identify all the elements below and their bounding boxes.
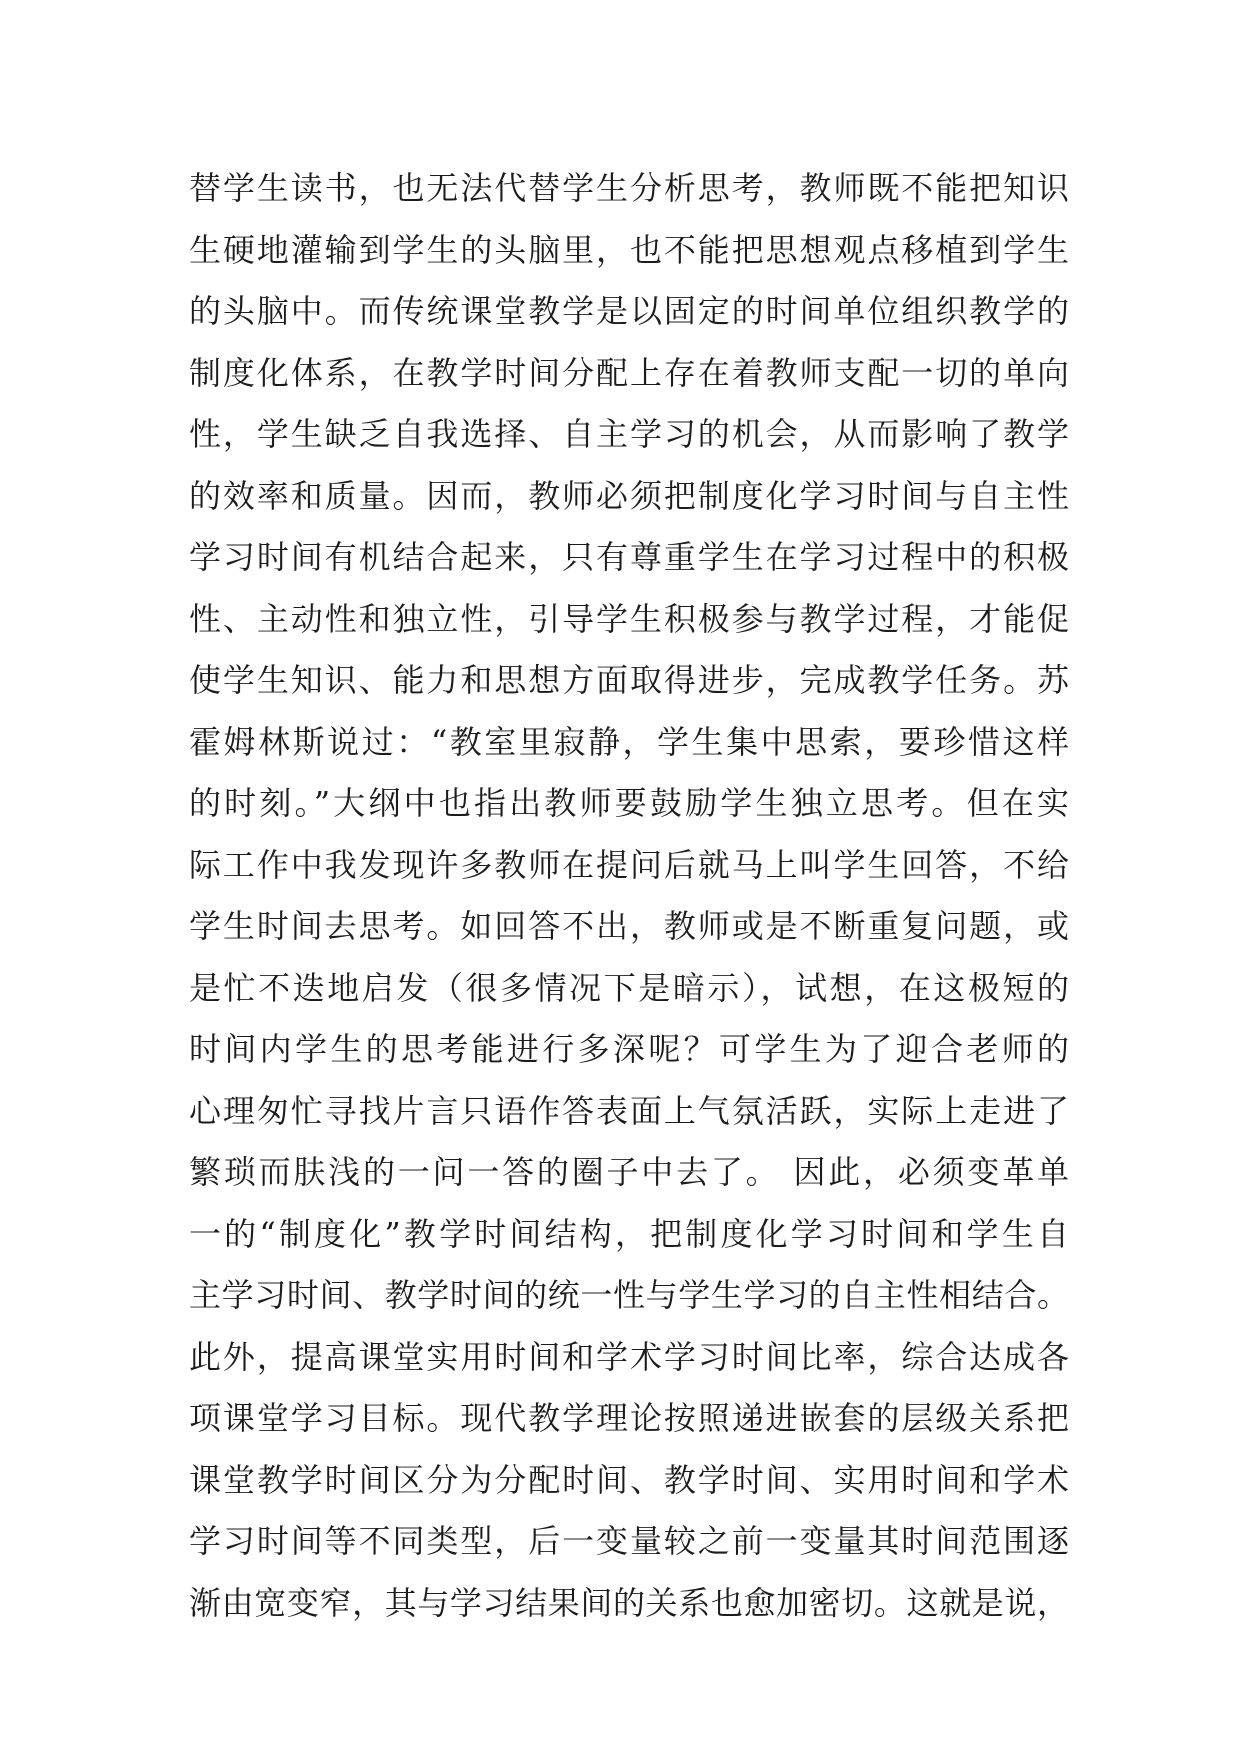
text-line: 时间内学生的思考能进行多深呢？可学生为了迎合老师的	[189, 1030, 1069, 1068]
text-line: 学生时间去思考。如回答不出，教师或是不断重复问题，或	[189, 907, 1069, 945]
text-line: 性、主动性和独立性，引导学生积极参与教学过程，才能促	[189, 599, 1069, 638]
text-line: 渐由宽变窄，其与学习结果间的关系也愈加密切。这就是说，	[189, 1583, 1069, 1622]
text-line: 的时刻。”大纲中也指出教师要鼓励学生独立思考。但在实	[189, 784, 1069, 822]
text-line: 霍姆林斯说过：“教室里寂静，学生集中思索，要珍惜这样	[189, 722, 1069, 761]
text-line: 一的“制度化”教学时间结构，把制度化学习时间和学生自	[189, 1214, 1069, 1253]
text-line: 繁琐而肤浅的一问一答的圈子中去了。 因此，必须变革单	[189, 1153, 1069, 1191]
text-line: 学习时间有机结合起来，只有尊重学生在学习过程中的积极	[189, 538, 1069, 576]
text-line: 制度化体系，在教学时间分配上存在着教师支配一切的单向	[189, 353, 1069, 392]
text-line: 替学生读书，也无法代替学生分析思考，教师既不能把知识	[189, 169, 1069, 207]
body-text	[189, 158, 1069, 1634]
text-line: 此外，提高课堂实用时间和学术学习时间比率，综合达成各	[189, 1337, 1069, 1376]
text-line: 性，学生缺乏自我选择、自主学习的机会，从而影响了教学	[189, 415, 1069, 453]
text-line: 使学生知识、能力和思想方面取得进步，完成教学任务。苏	[189, 661, 1069, 699]
text-line: 的效率和质量。因而，教师必须把制度化学习时间与自主性	[189, 476, 1069, 515]
text-line: 学习时间等不同类型，后一变量较之前一变量其时间范围逐	[189, 1522, 1069, 1560]
text-line: 心理匆忙寻找片言只语作答表面上气氛活跃，实际上走进了	[189, 1091, 1069, 1130]
text-line: 主学习时间、教学时间的统一性与学生学习的自主性相结合。	[189, 1276, 1069, 1314]
text-line: 课堂教学时间区分为分配时间、教学时间、实用时间和学术	[189, 1460, 1069, 1499]
text-line: 是忙不迭地启发（很多情况下是暗示），试想，在这极短的	[189, 968, 1069, 1007]
text-line: 生硬地灌输到学生的头脑里，也不能把思想观点移植到学生	[189, 230, 1069, 269]
text-line: 的头脑中。而传统课堂教学是以固定的时间单位组织教学的	[189, 292, 1069, 330]
text-line: 际工作中我发现许多教师在提问后就马上叫学生回答，不给	[189, 845, 1069, 884]
text-line: 项课堂学习目标。现代教学理论按照递进嵌套的层级关系把	[189, 1399, 1069, 1437]
